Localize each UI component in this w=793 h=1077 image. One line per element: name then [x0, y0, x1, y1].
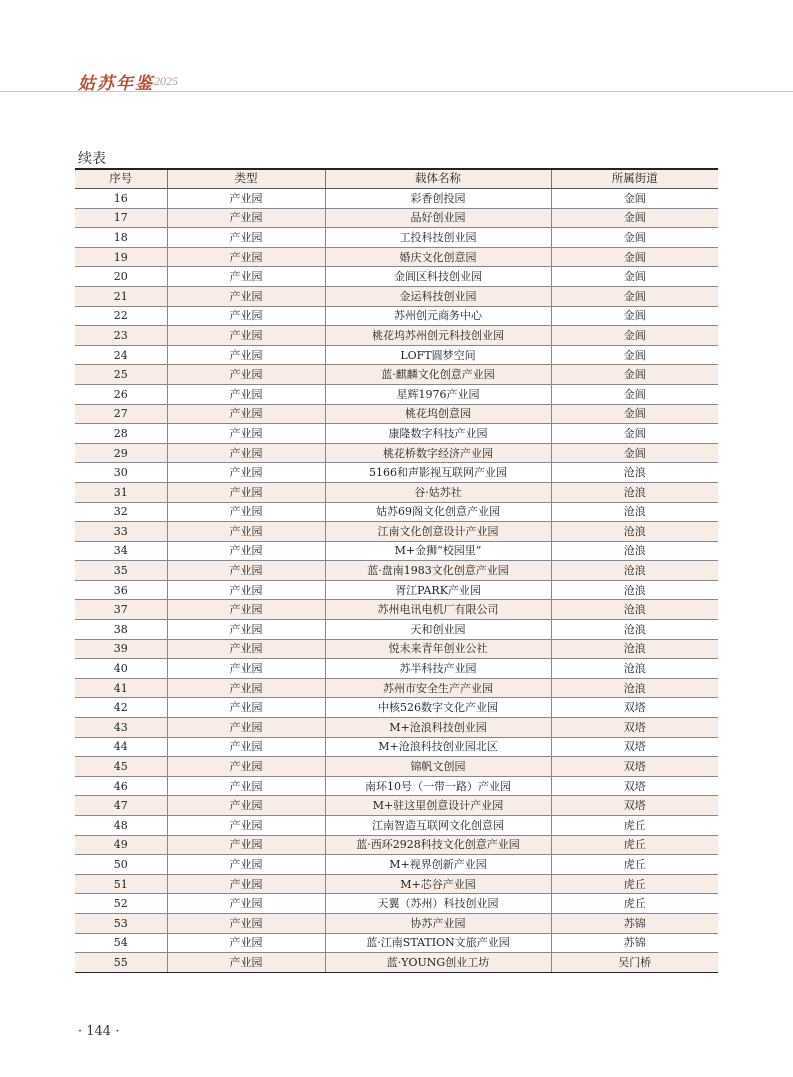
table-body: [75, 189, 718, 973]
cell-type: 产业园: [167, 247, 325, 267]
table-caption: 续表: [78, 151, 106, 167]
cell-type: 产业园: [167, 874, 325, 894]
cell-type: 产业园: [167, 796, 325, 816]
table-row: [75, 698, 718, 718]
cell-index: 51: [75, 874, 167, 894]
cell-index: 45: [75, 757, 167, 777]
cell-street: 金阊: [551, 267, 718, 287]
cell-type: 产业园: [167, 816, 325, 836]
table-row: [75, 737, 718, 757]
cell-name: M+视界创新产业园: [325, 855, 551, 875]
table-row: [75, 639, 718, 659]
table-row: [75, 189, 718, 209]
cell-name: 品好创业园: [325, 208, 551, 228]
cell-name: 苏州电讯电机厂有限公司: [325, 600, 551, 620]
cell-index: 18: [75, 228, 167, 248]
cell-index: 21: [75, 286, 167, 306]
cell-index: 41: [75, 678, 167, 698]
cell-index: 43: [75, 718, 167, 738]
cell-type: 产业园: [167, 718, 325, 738]
cell-name: 谷·姑苏社: [325, 482, 551, 502]
table-row: [75, 306, 718, 326]
cell-street: 沧浪: [551, 639, 718, 659]
cell-index: 16: [75, 189, 167, 209]
cell-street: 沧浪: [551, 600, 718, 620]
table-header-row: [75, 169, 718, 189]
cell-type: 产业园: [167, 737, 325, 757]
cell-street: 金阊: [551, 345, 718, 365]
page-header: [0, 0, 793, 92]
cell-index: 26: [75, 384, 167, 404]
table-row: [75, 874, 718, 894]
cell-name: 金运科技创业园: [325, 286, 551, 306]
cell-street: 双塔: [551, 776, 718, 796]
table-row: [75, 600, 718, 620]
cell-street: 金阊: [551, 326, 718, 346]
cell-street: 金阊: [551, 384, 718, 404]
cell-name: M+金狮“校园里”: [325, 541, 551, 561]
cell-index: 33: [75, 522, 167, 542]
cell-type: 产业园: [167, 776, 325, 796]
cell-name: 蓝·江南STATION文旅产业园: [325, 933, 551, 953]
cell-type: 产业园: [167, 286, 325, 306]
cell-street: 金阊: [551, 443, 718, 463]
cell-type: 产业园: [167, 913, 325, 933]
cell-name: 蓝·YOUNG创业工坊: [325, 953, 551, 973]
table-row: [75, 208, 718, 228]
cell-street: 双塔: [551, 698, 718, 718]
cell-name: M+沧浪科技创业园: [325, 718, 551, 738]
cell-type: 产业园: [167, 953, 325, 973]
table-row: [75, 776, 718, 796]
cell-type: 产业园: [167, 835, 325, 855]
cell-type: 产业园: [167, 600, 325, 620]
cell-street: 双塔: [551, 737, 718, 757]
cell-name: 桃花坞创意园: [325, 404, 551, 424]
cell-index: 40: [75, 659, 167, 679]
yearbook-year: 2025: [154, 74, 178, 88]
cell-type: 产业园: [167, 639, 325, 659]
cell-street: 沧浪: [551, 561, 718, 581]
cell-type: 产业园: [167, 933, 325, 953]
cell-street: 苏锦: [551, 913, 718, 933]
table-row: [75, 384, 718, 404]
table-row: [75, 522, 718, 542]
cell-name: 康隆数字科技产业园: [325, 424, 551, 444]
cell-type: 产业园: [167, 424, 325, 444]
column-header-street: 所属街道: [551, 169, 718, 189]
table-row: [75, 757, 718, 777]
cell-type: 产业园: [167, 384, 325, 404]
cell-index: 46: [75, 776, 167, 796]
cell-type: 产业园: [167, 463, 325, 483]
cell-name: M+芯谷产业园: [325, 874, 551, 894]
cell-type: 产业园: [167, 678, 325, 698]
cell-street: 沧浪: [551, 482, 718, 502]
cell-index: 49: [75, 835, 167, 855]
cell-street: 金阊: [551, 306, 718, 326]
cell-name: 江南文化创意设计产业园: [325, 522, 551, 542]
table-row: [75, 424, 718, 444]
cell-type: 产业园: [167, 561, 325, 581]
cell-name: 星辉1976产业园: [325, 384, 551, 404]
column-header-name: 载体名称: [325, 169, 551, 189]
cell-name: 5166和声影视互联网产业园: [325, 463, 551, 483]
cell-name: 天翼（苏州）科技创业园: [325, 894, 551, 914]
cell-type: 产业园: [167, 228, 325, 248]
cell-type: 产业园: [167, 443, 325, 463]
table-row: [75, 561, 718, 581]
cell-type: 产业园: [167, 482, 325, 502]
cell-index: 36: [75, 580, 167, 600]
cell-name: M+沧浪科技创业园北区: [325, 737, 551, 757]
cell-street: 沧浪: [551, 541, 718, 561]
table-row: [75, 580, 718, 600]
cell-street: 沧浪: [551, 580, 718, 600]
cell-name: 南环10号（一带一路）产业园: [325, 776, 551, 796]
cell-type: 产业园: [167, 541, 325, 561]
table-row: [75, 796, 718, 816]
cell-name: 江南智造互联网文化创意园: [325, 816, 551, 836]
table-row: [75, 463, 718, 483]
cell-index: 20: [75, 267, 167, 287]
table-row: [75, 502, 718, 522]
page-number: · 144 ·: [78, 1024, 120, 1039]
cell-street: 双塔: [551, 718, 718, 738]
cell-name: 天和创业园: [325, 620, 551, 640]
cell-index: 22: [75, 306, 167, 326]
cell-street: 虎丘: [551, 894, 718, 914]
cell-index: 19: [75, 247, 167, 267]
cell-street: 虎丘: [551, 816, 718, 836]
cell-index: 34: [75, 541, 167, 561]
cell-street: 沧浪: [551, 502, 718, 522]
cell-type: 产业园: [167, 365, 325, 385]
cell-street: 金阊: [551, 189, 718, 209]
cell-index: 35: [75, 561, 167, 581]
cell-index: 28: [75, 424, 167, 444]
table-row: [75, 482, 718, 502]
table-row: [75, 365, 718, 385]
cell-street: 沧浪: [551, 659, 718, 679]
cell-name: 苏州创元商务中心: [325, 306, 551, 326]
column-header-type: 类型: [167, 169, 325, 189]
cell-index: 47: [75, 796, 167, 816]
table-row: [75, 678, 718, 698]
cell-street: 沧浪: [551, 620, 718, 640]
cell-index: 29: [75, 443, 167, 463]
table-row: [75, 933, 718, 953]
cell-street: 金阊: [551, 286, 718, 306]
cell-type: 产业园: [167, 208, 325, 228]
cell-index: 24: [75, 345, 167, 365]
table-row: [75, 659, 718, 679]
cell-index: 27: [75, 404, 167, 424]
cell-street: 金阊: [551, 424, 718, 444]
cell-street: 沧浪: [551, 678, 718, 698]
cell-name: 桃花桥数字经济产业园: [325, 443, 551, 463]
table-row: [75, 894, 718, 914]
cell-index: 39: [75, 639, 167, 659]
cell-name: 胥江PARK产业园: [325, 580, 551, 600]
cell-index: 48: [75, 816, 167, 836]
table-row: [75, 913, 718, 933]
cell-name: 金阊区科技创业园: [325, 267, 551, 287]
cell-index: 54: [75, 933, 167, 953]
cell-street: 虎丘: [551, 874, 718, 894]
table-row: [75, 404, 718, 424]
yearbook-title: 姑苏年鉴: [78, 74, 154, 94]
cell-index: 31: [75, 482, 167, 502]
cell-index: 42: [75, 698, 167, 718]
cell-name: 中核526数字文化产业园: [325, 698, 551, 718]
cell-index: 55: [75, 953, 167, 973]
cell-name: LOFT圆梦空间: [325, 345, 551, 365]
cell-index: 53: [75, 913, 167, 933]
cell-index: 25: [75, 365, 167, 385]
cell-type: 产业园: [167, 659, 325, 679]
cell-type: 产业园: [167, 306, 325, 326]
table-row: [75, 953, 718, 973]
table-row: [75, 718, 718, 738]
cell-type: 产业园: [167, 580, 325, 600]
cell-index: 30: [75, 463, 167, 483]
cell-index: 44: [75, 737, 167, 757]
cell-index: 52: [75, 894, 167, 914]
table-row: [75, 620, 718, 640]
cell-name: 苏州市安全生产产业园: [325, 678, 551, 698]
cell-type: 产业园: [167, 345, 325, 365]
cell-name: 姑苏69阁文化创意产业园: [325, 502, 551, 522]
table-row: [75, 855, 718, 875]
cell-name: 锦帆文创园: [325, 757, 551, 777]
cell-index: 32: [75, 502, 167, 522]
cell-type: 产业园: [167, 620, 325, 640]
cell-index: 37: [75, 600, 167, 620]
table-row: [75, 267, 718, 287]
table-row: [75, 345, 718, 365]
table-row: [75, 228, 718, 248]
cell-type: 产业园: [167, 267, 325, 287]
table-row: [75, 247, 718, 267]
cell-name: 协苏产业园: [325, 913, 551, 933]
cell-name: 蓝·盘南1983文化创意产业园: [325, 561, 551, 581]
cell-type: 产业园: [167, 189, 325, 209]
cell-name: 蓝·麒麟文化创意产业园: [325, 365, 551, 385]
cell-name: 苏半科技产业园: [325, 659, 551, 679]
cell-street: 双塔: [551, 757, 718, 777]
cell-type: 产业园: [167, 855, 325, 875]
table-row: [75, 326, 718, 346]
cell-index: 17: [75, 208, 167, 228]
cell-name: 工投科技创业园: [325, 228, 551, 248]
cell-type: 产业园: [167, 404, 325, 424]
cell-street: 双塔: [551, 796, 718, 816]
table-row: [75, 443, 718, 463]
cell-type: 产业园: [167, 326, 325, 346]
cell-street: 吴门桥: [551, 953, 718, 973]
table-row: [75, 816, 718, 836]
cell-name: 悦未来青年创业公社: [325, 639, 551, 659]
cell-index: 23: [75, 326, 167, 346]
table-row: [75, 541, 718, 561]
cell-index: 38: [75, 620, 167, 640]
cell-street: 苏锦: [551, 933, 718, 953]
cell-name: 桃花坞苏州创元科技创业园: [325, 326, 551, 346]
cell-street: 金阊: [551, 208, 718, 228]
incubator-table: [75, 168, 718, 973]
cell-name: 彩香创投园: [325, 189, 551, 209]
cell-street: 金阊: [551, 404, 718, 424]
cell-name: 蓝·西环2928科技文化创意产业园: [325, 835, 551, 855]
table-row: [75, 835, 718, 855]
cell-type: 产业园: [167, 502, 325, 522]
cell-name: 婚庆文化创意园: [325, 247, 551, 267]
cell-street: 金阊: [551, 365, 718, 385]
cell-type: 产业园: [167, 894, 325, 914]
column-header-index: 序号: [75, 169, 167, 189]
cell-street: 沧浪: [551, 463, 718, 483]
cell-type: 产业园: [167, 522, 325, 542]
cell-street: 沧浪: [551, 522, 718, 542]
cell-street: 金阊: [551, 247, 718, 267]
table-row: [75, 286, 718, 306]
cell-street: 虎丘: [551, 835, 718, 855]
cell-name: M+驻这里创意设计产业园: [325, 796, 551, 816]
cell-type: 产业园: [167, 757, 325, 777]
cell-type: 产业园: [167, 698, 325, 718]
cell-index: 50: [75, 855, 167, 875]
cell-street: 虎丘: [551, 855, 718, 875]
cell-street: 金阊: [551, 228, 718, 248]
